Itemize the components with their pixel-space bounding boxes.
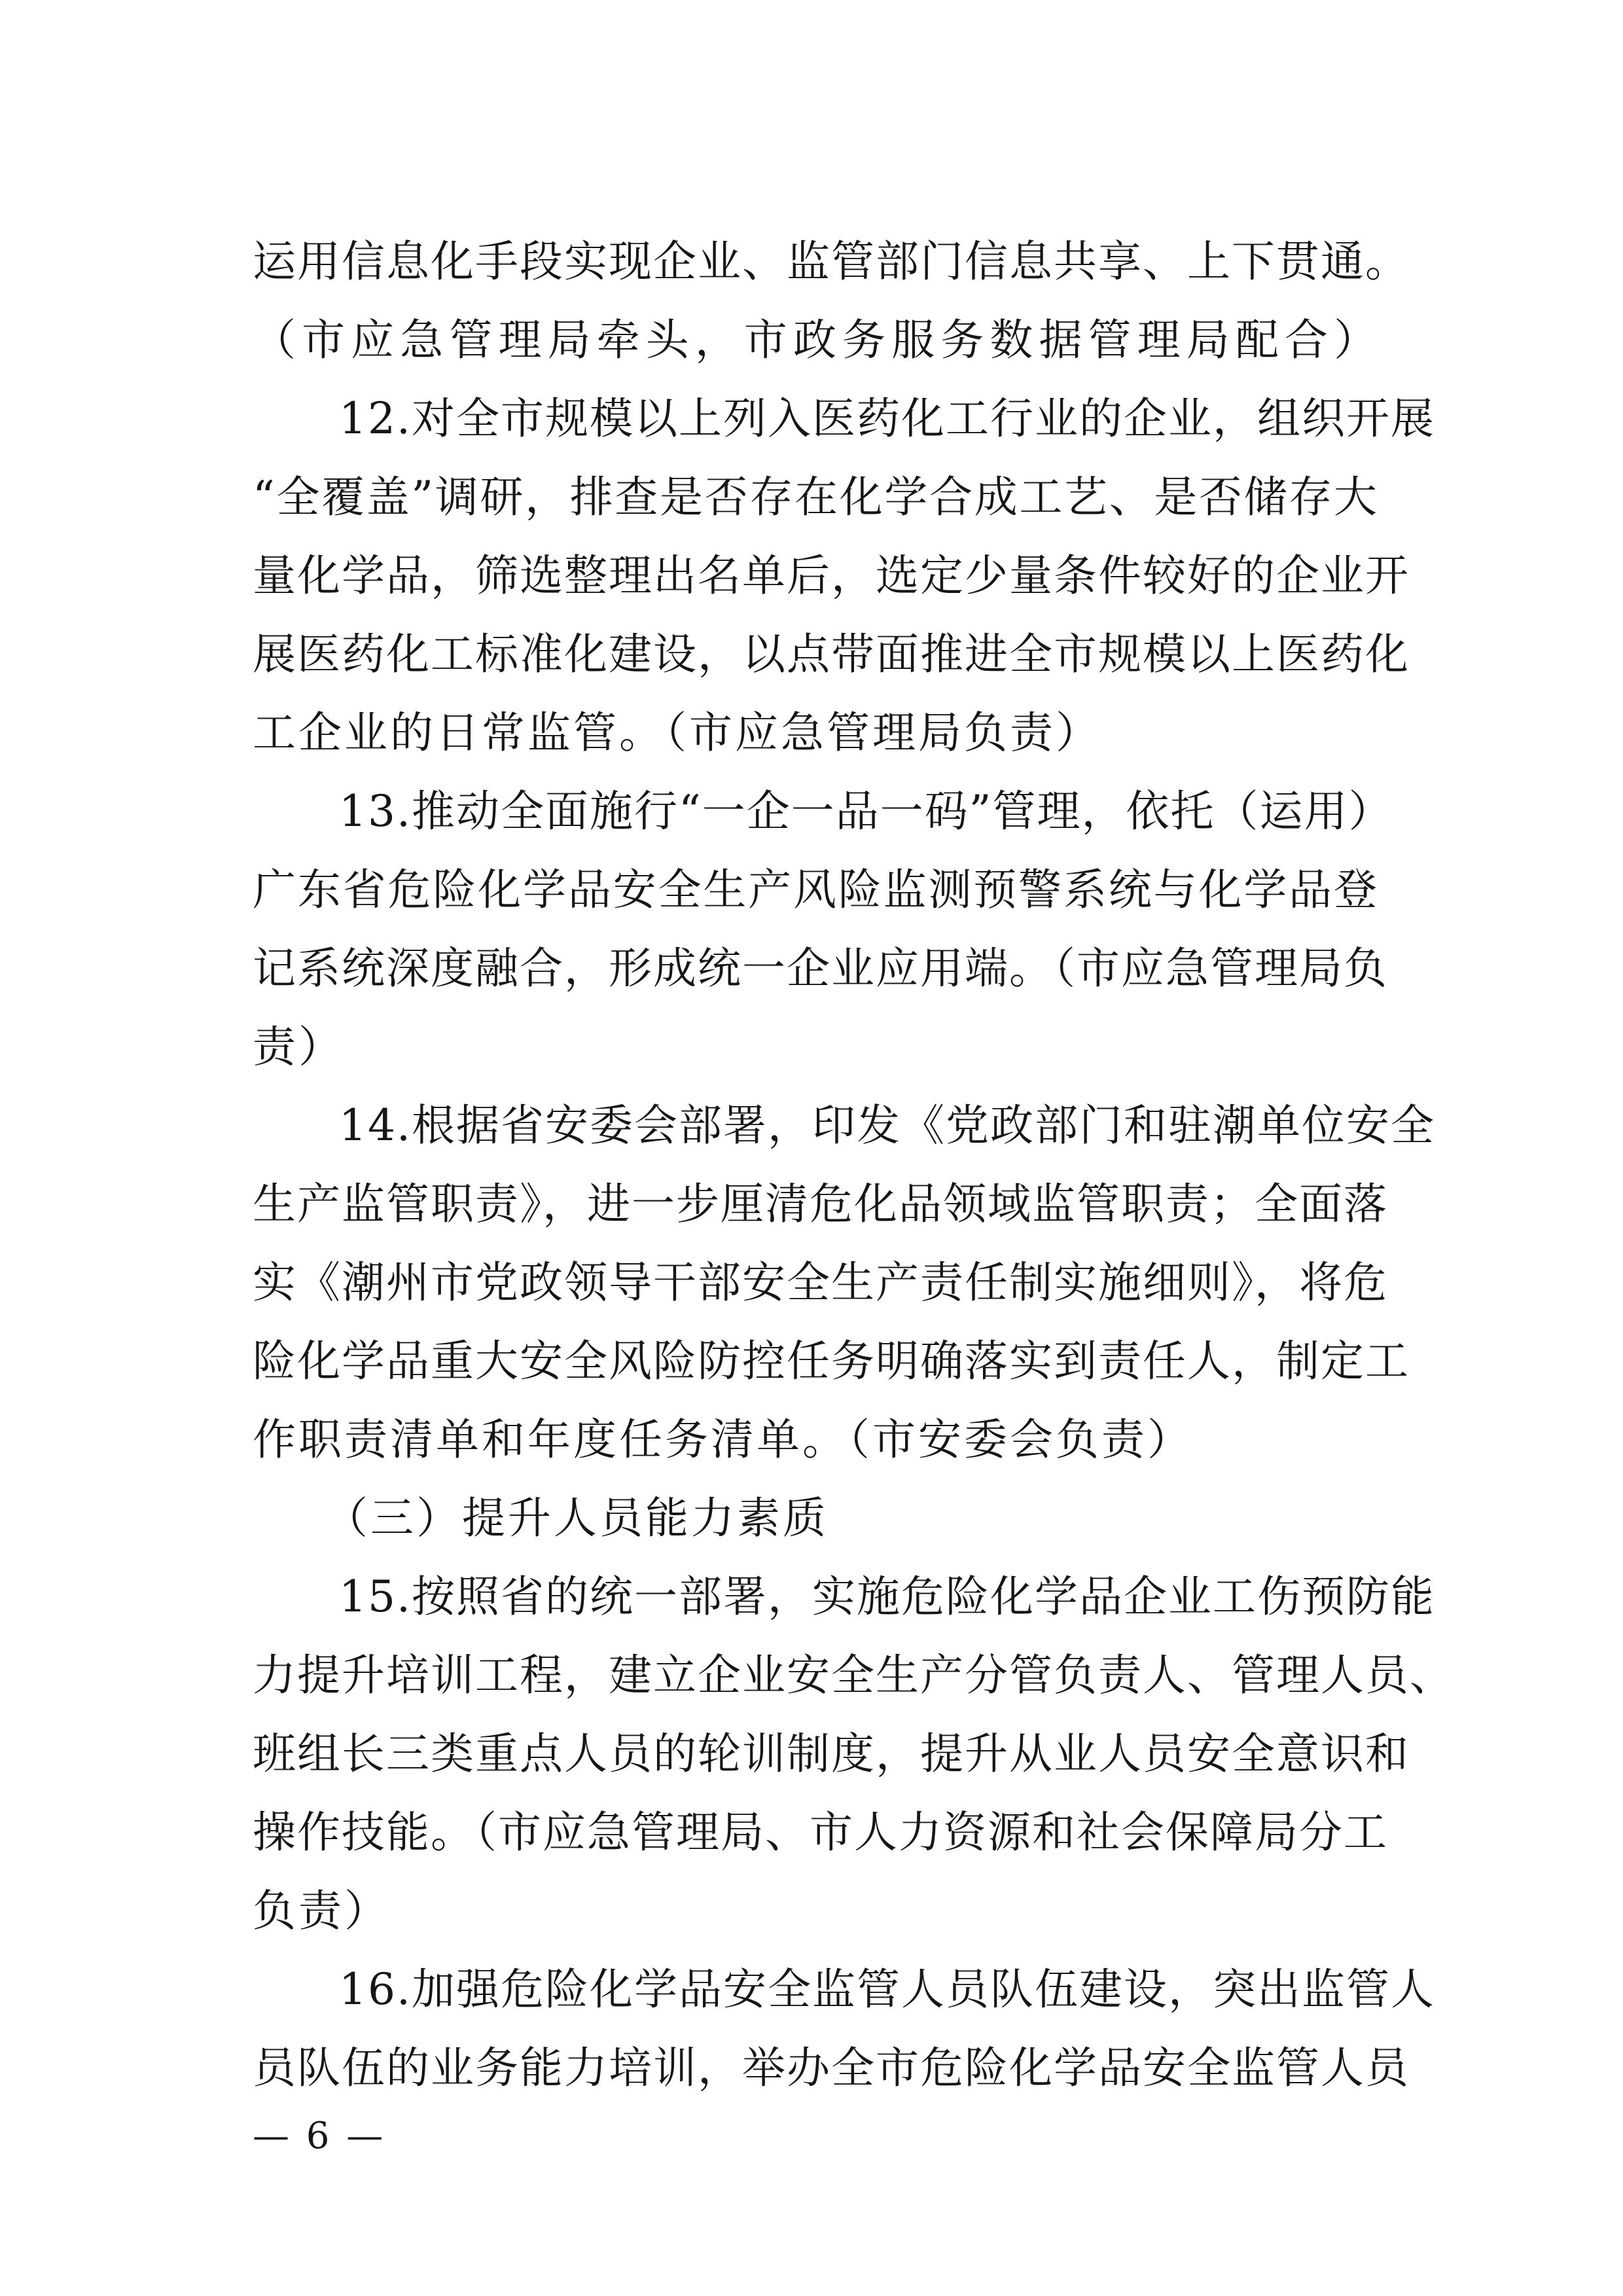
item-13-line-2: 广东省危险化学品安全生产风险监测预警系统与化学品登 — [253, 865, 1378, 915]
item-13-line-1: 13.推动全面施行“一企一品一码”管理，依托（运用） — [339, 786, 1393, 836]
item-14-line-3: 实《潮州市党政领导干部安全生产责任制实施细则》，将危 — [253, 1257, 1388, 1308]
item-16-line-1: 16.加强危险化学品安全监管人员队伍建设，突出监管人 — [339, 1964, 1435, 2015]
item-15-line-4: 操作技能。（市应急管理局、市人力资源和社会保障局分工 — [253, 1807, 1388, 1857]
text-line-1: 运用信息化手段实现企业、监管部门信息共享、上下贯通。 — [253, 236, 1410, 287]
item-14-line-5: 作职责清单和年度任务清单。（市安委会负责） — [253, 1414, 1193, 1465]
item-13-line-4: 责） — [253, 1022, 344, 1072]
text-line-2: （市应急管理局牵头，市政务服务数据管理局配合） — [253, 315, 1378, 365]
item-14-line-2: 生产监管职责》，进一步厘清危化品领域监管职责；全面落 — [253, 1179, 1388, 1229]
item-14-line-1: 14.根据省安委会部署，印发《党政部门和驻潮单位安全 — [339, 1100, 1435, 1151]
page-number: — 6 — — [253, 2115, 386, 2157]
document-body — [253, 223, 1454, 2108]
item-15-line-5: 负责） — [253, 1886, 390, 1936]
item-14-line-4: 险化学品重大安全风险防控任务明确落实到责任人，制定工 — [253, 1336, 1410, 1386]
item-15-line-1: 15.按照省的统一部署，实施危险化学品企业工伤预防能 — [339, 1571, 1435, 1622]
item-16-line-2: 员队伍的业务能力培训，举办全市危险化学品安全监管人员 — [253, 2043, 1410, 2093]
item-15-line-2: 力提升培训工程，建立企业安全生产分管负责人、管理人员、 — [253, 1650, 1454, 1700]
item-12-line-3: 量化学品，筛选整理出名单后，选定少量条件较好的企业开 — [253, 550, 1410, 601]
item-12-line-2: “全覆盖”调研，排查是否存在化学合成工艺、是否储存大 — [253, 472, 1378, 522]
item-12-line-4: 展医药化工标准化建设，以点带面推进全市规模以上医药化 — [253, 629, 1410, 679]
item-12-line-1: 12.对全市规模以上列入医药化工行业的企业，组织开展 — [339, 393, 1435, 444]
item-13-line-3: 记系统深度融合，形成统一企业应用端。（市应急管理局负 — [253, 943, 1388, 994]
section-heading: （三）提升人员能力素质 — [325, 1493, 829, 1543]
item-15-line-3: 班组长三类重点人员的轮训制度，提升从业人员安全意识和 — [253, 1729, 1410, 1779]
item-12-line-5: 工企业的日常监管。（市应急管理局负责） — [253, 708, 1101, 758]
